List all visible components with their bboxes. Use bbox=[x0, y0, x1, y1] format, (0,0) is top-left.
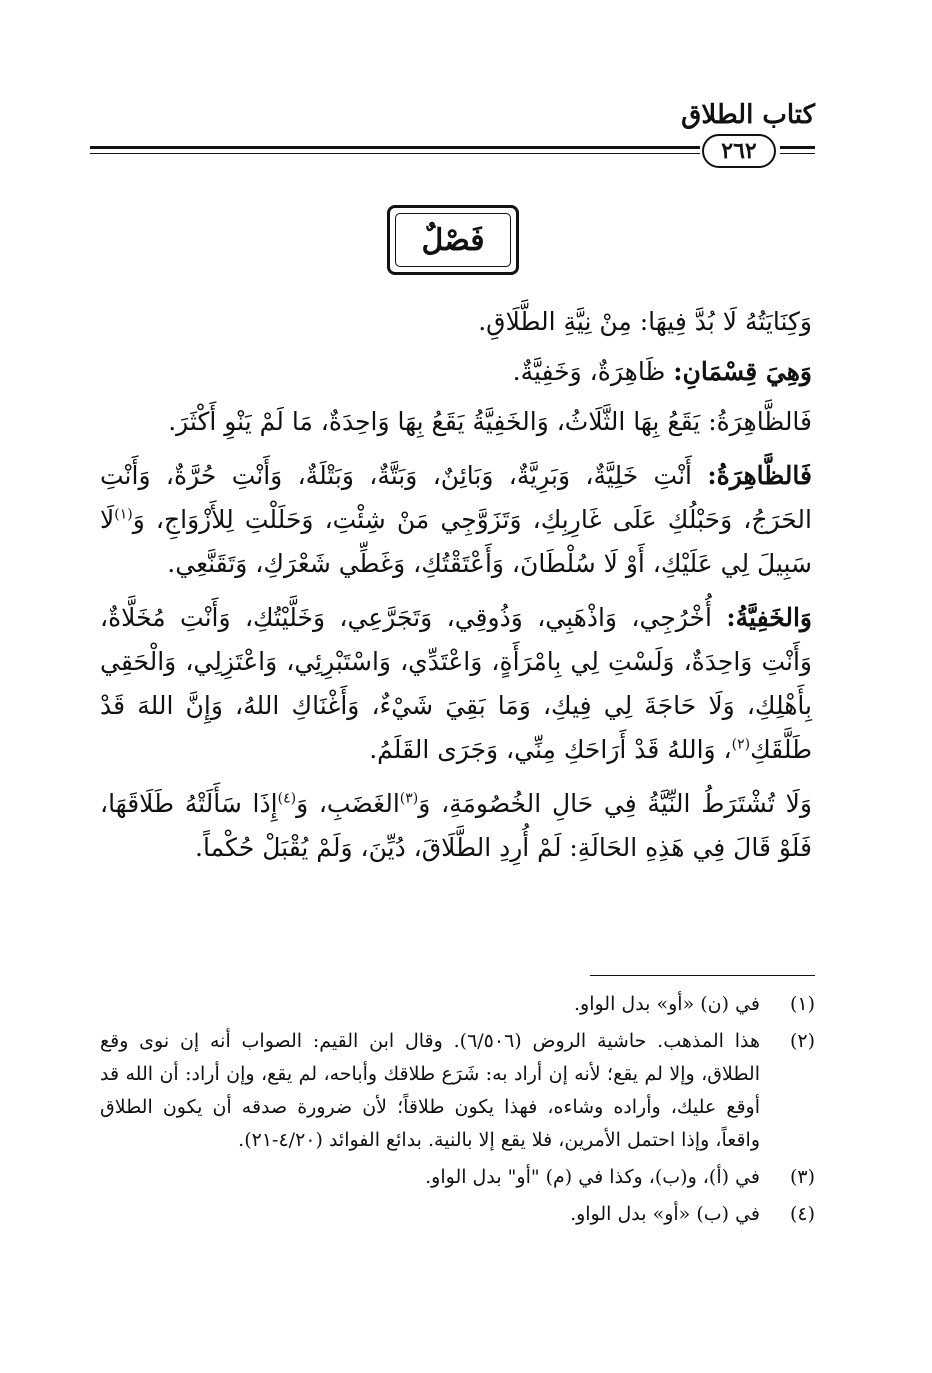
footnote-number: (٤) bbox=[789, 1203, 815, 1225]
footnote-text: في (ن) «أو» بدل الواو. bbox=[573, 993, 760, 1015]
paragraph-4 bbox=[100, 454, 812, 586]
page-number-badge bbox=[702, 134, 776, 168]
header-rule-right bbox=[780, 146, 815, 149]
paragraph-text: وَلَا تُشْتَرَطُ النِّيَّةُ فِي حَالِ الخُصُومَةِ، وَ bbox=[418, 789, 812, 818]
paragraph-1 bbox=[100, 300, 812, 344]
paragraph-lead: وَهِيَ قِسْمَانِ: bbox=[673, 357, 812, 386]
paragraph-text: أَنْتِ خَلِيَّةٌ، وَبَرِيَّةٌ، وَبَائِنٌ، وَبَتَّةٌ، وَبَتْلَةٌ، وَأَنْتِ حُرَّةٌ، وَأَنْتِ الحَرَجُ، وَحَبْلُكِ عَلَى غَارِبِكِ، وَتَزَوَّجِي مَنْ شِئْتِ، وَحَلَلْتِ لِلأَزْوَاجِ، وَ bbox=[100, 461, 812, 534]
running-header bbox=[90, 100, 815, 170]
footnote-separator bbox=[590, 975, 815, 976]
page-number: ٢٦٢ bbox=[721, 138, 757, 164]
footnote-ref: (٢) bbox=[731, 736, 751, 753]
footnote-number: (٢) bbox=[789, 1030, 815, 1052]
footnote bbox=[100, 988, 815, 1021]
paragraph-lead: فَالظَّاهِرَةُ: bbox=[707, 461, 812, 490]
section-heading-inner-frame bbox=[395, 213, 511, 267]
footnote-text: هذا المذهب. حاشية الروض (٦/٥٠٦). وقال ابن القيم: الصواب أنه إن نوى وقع الطلاق، وإلا لم يقع؛ لأنه إن أراد به: شَرَع طلاقك وأباحه، لم يقع، وإن أراد: أن الله قد أوقع عليك، وأراده وشاءه، فهذا يكون طلاقاً؛ لأن ضرورة صدقه أن يكون الطلاق واقعاً، وإذا احتمل الأمرين، فلا يقع إلا بالنية. بدائع الفوائد (٤/٢٠-٢١). bbox=[100, 1030, 760, 1151]
footnote-number: (٣) bbox=[789, 1166, 815, 1188]
footnote-number: (١) bbox=[789, 993, 815, 1015]
paragraph-3 bbox=[100, 400, 812, 444]
paragraph-text-continued: لَا سَبِيلَ لِي عَلَيْكِ، أَوْ لَا سُلْطَانَ، وَأَعْتَقْتُكِ، وَغَطِّي شَعْرَكِ، وَتَقَنَّعِي. bbox=[100, 505, 812, 578]
footnote-ref: (٤) bbox=[277, 790, 297, 807]
section-heading-frame bbox=[387, 205, 519, 275]
header-rule-thin bbox=[90, 153, 700, 154]
paragraph-2 bbox=[100, 350, 812, 394]
footnote bbox=[100, 1198, 815, 1231]
footnote-text: في (ب) «أو» بدل الواو. bbox=[570, 1203, 760, 1225]
footnote-text: في (أ)، و(ب)، وكذا في (م) "أو" بدل الواو. bbox=[425, 1166, 760, 1188]
main-text bbox=[100, 300, 812, 880]
paragraph-text-continued: إِذَا سَأَلَتْهُ طَلَاقَهَا، فَلَوْ قَالَ فِي هَذِهِ الحَالَةِ: لَمْ أُرِدِ الطَّلَاقَ، دُيِّنَ، وَلَمْ يُقْبَلْ حُكْماً. bbox=[100, 789, 812, 862]
paragraph-6 bbox=[100, 782, 812, 870]
section-title: فَصْلٌ bbox=[421, 222, 485, 258]
footnotes bbox=[100, 988, 815, 1235]
paragraph-text-continued: ، وَاللهُ قَدْ أَرَاحَكِ مِنِّي، وَجَرَى القَلَمُ. bbox=[369, 735, 732, 764]
paragraph-text: أُخْرُجِي، وَاذْهَبِي، وَذُوقِي، وَتَجَرَّعِي، وَخَلَّيْتُكِ، وَأَنْتِ مُخَلَّاةٌ، وَأَنْتِ وَاحِدَةٌ، وَلَسْتِ لِي بِامْرَأَةٍ، وَاعْتَدِّي، وَاسْتَبْرِئِي، وَاعْتَزِلِي، وَالْحَقِي بِأَهْلِكِ، وَلَا حَاجَةَ لِي فِيكِ، وَمَا بَقِيَ شَيْءٌ، وَأَغْنَاكِ اللهُ، وَإِنَّ اللهَ قَدْ طَلَّقَكِ bbox=[100, 603, 812, 764]
header-rule-right-thin bbox=[780, 153, 815, 154]
paragraph-text: فَالظَّاهِرَةُ: يَقَعُ بِهَا الثَّلَاثُ، وَالخَفِيَّةُ يَقَعُ بِهَا وَاحِدَةٌ، مَا لَمْ يَنْوِ أَكْثَرَ. bbox=[168, 407, 812, 436]
book-title: كتاب الطلاق bbox=[681, 100, 815, 130]
paragraph-text: وَكِنَايَتُهُ لَا بُدَّ فِيهَا: مِنْ نِيَّةِ الطَّلَاقِ. bbox=[478, 307, 812, 336]
footnote bbox=[100, 1025, 815, 1157]
paragraph-lead: وَالخَفِيَّةُ: bbox=[726, 603, 812, 632]
paragraph-text-continued: الغَضَبِ، وَ bbox=[296, 789, 400, 818]
footnote-ref: (٣) bbox=[399, 790, 419, 807]
paragraph-text: ظَاهِرَةٌ، وَخَفِيَّةٌ. bbox=[512, 357, 674, 386]
header-rule bbox=[90, 146, 700, 149]
footnote-ref: (١) bbox=[114, 506, 133, 523]
footnote bbox=[100, 1161, 815, 1194]
paragraph-5 bbox=[100, 596, 812, 772]
